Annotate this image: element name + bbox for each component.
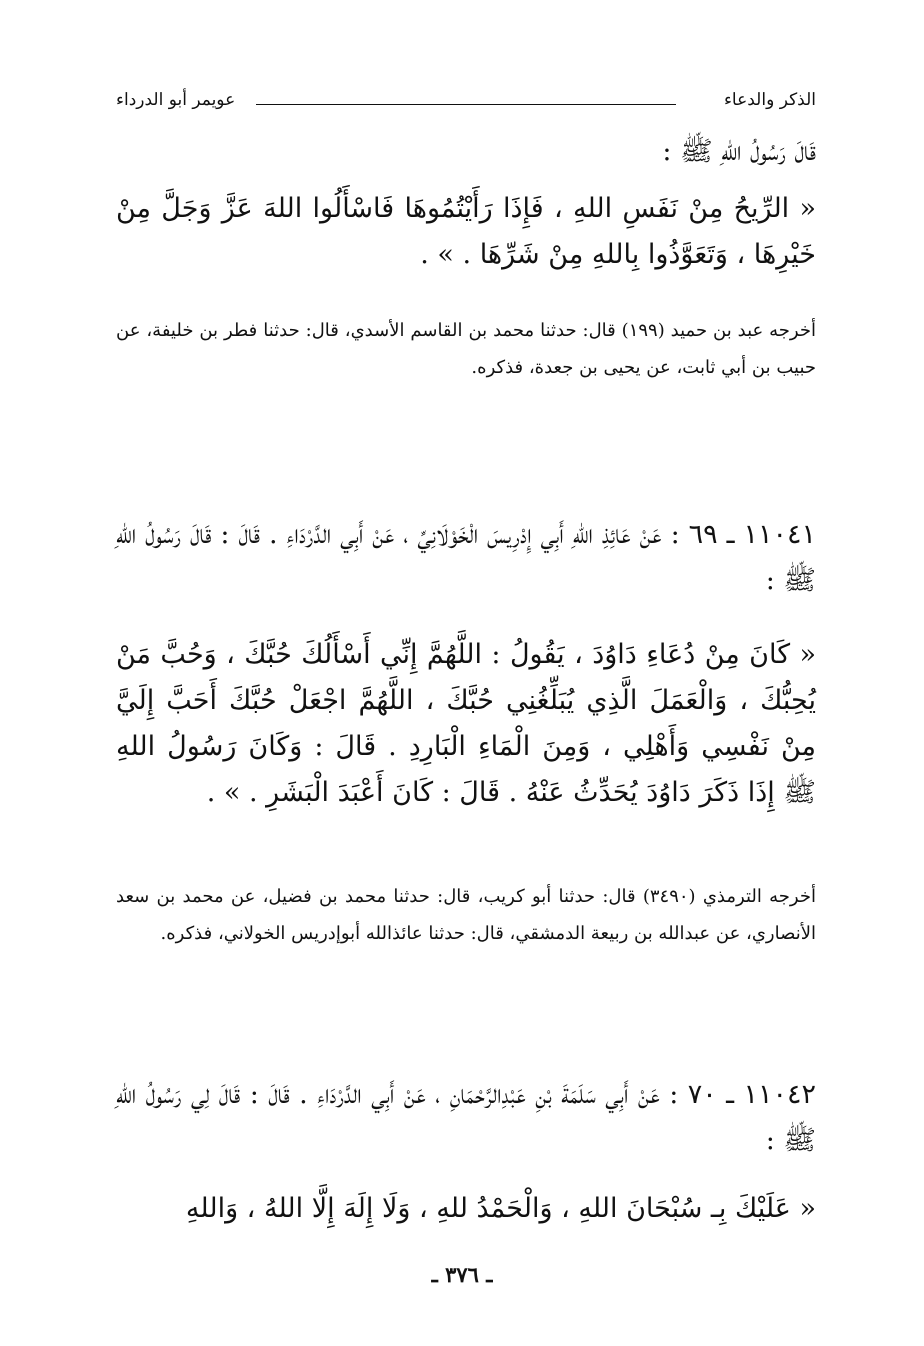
- page-number: ـ ٣٧٦ ـ: [431, 1262, 493, 1287]
- takhrij-note: أخرجه عبد بن حميد (١٩٩) قال: حدثنا محمد بن القاسم الأسدي، قال: حدثنا فطر بن خليفة، عن حبيب بن أبي ثابت، عن يحيى بن جعدة، فذكره.: [116, 320, 816, 378]
- running-header: [116, 84, 816, 116]
- isnad-line: ١١٠٤٢ ـ ٧٠ : عَنْ أَبِي سَلَمَةَ بْنِ عَبْدِالرَّحْمَانِ ، عَنْ أَبِي الدَّرْدَاءِ . قَالَ : قَالَ لِي رَسُولُ اللهِ ﷺ :: [116, 1079, 816, 1156]
- hadith-text: « كَانَ مِنْ دُعَاءِ دَاوُدَ ، يَقُولُ : اللَّهُمَّ إِنِّي أَسْأَلُكَ حُبَّكَ ، وَحُبَّ مَنْ يُحِبُّكَ ، وَالْعَمَلَ الَّذِي يُبَلِّغُنِي حُبَّكَ ، اللَّهُمَّ اجْعَلْ حُبَّكَ أَحَبَّ إِلَيَّ مِنْ نَفْسِي وَأَهْلِي ، وَمِنَ الْمَاءِ الْبَارِدِ . قَالَ : وَكَانَ رَسُولُ اللهِ ﷺ إِذَا ذَكَرَ دَاوُدَ يُحَدِّثُ عَنْهُ . قَالَ : كَانَ أَعْبَدَ الْبَشَرِ . » .: [116, 639, 816, 808]
- narrator-name: عويمر أبو الدرداء: [116, 90, 236, 110]
- isnad-line: ١١٠٤١ ـ ٦٩ : عَنْ عَائِذِ اللهِ أَبِي إِدْرِيسَ الْخَوْلَانِيِّ ، عَنْ أَبِي الدَّرْدَاءِ . قَالَ : قَالَ رَسُولُ اللهِ ﷺ :: [116, 519, 817, 596]
- book-title: الذكر والدعاء: [723, 90, 816, 110]
- header-rule: [256, 104, 676, 105]
- takhrij-note: أخرجه الترمذي (٣٤٩٠) قال: حدثنا أبو كريب، قال: حدثنا محمد بن فضيل، عن محمد بن سعد الأنصاري، عن عبدالله بن ربيعة الدمشقي، قال: حدثنا عائذالله أبوإدريس الخولاني، فذكره.: [116, 886, 816, 944]
- hadith-text: « الرِّيحُ مِنْ نَفَسِ اللهِ ، فَإِذَا رَأَيْتُمُوهَا فَاسْأَلُوا اللهَ عَزَّ وَجَلَّ مِنْ خَيْرِهَا ، وَتَعَوَّذُوا بِاللهِ مِنْ شَرِّهَا . » .: [116, 193, 816, 270]
- intro-line: قَالَ رَسُولُ اللهِ ﷺ :: [662, 136, 816, 167]
- hadith-text: « عَلَيْكَ بِـ سُبْحَانَ اللهِ ، وَالْحَمْدُ للهِ ، وَلَا إِلَهَ إِلَّا اللهُ ، وَاللهِ: [185, 1193, 816, 1224]
